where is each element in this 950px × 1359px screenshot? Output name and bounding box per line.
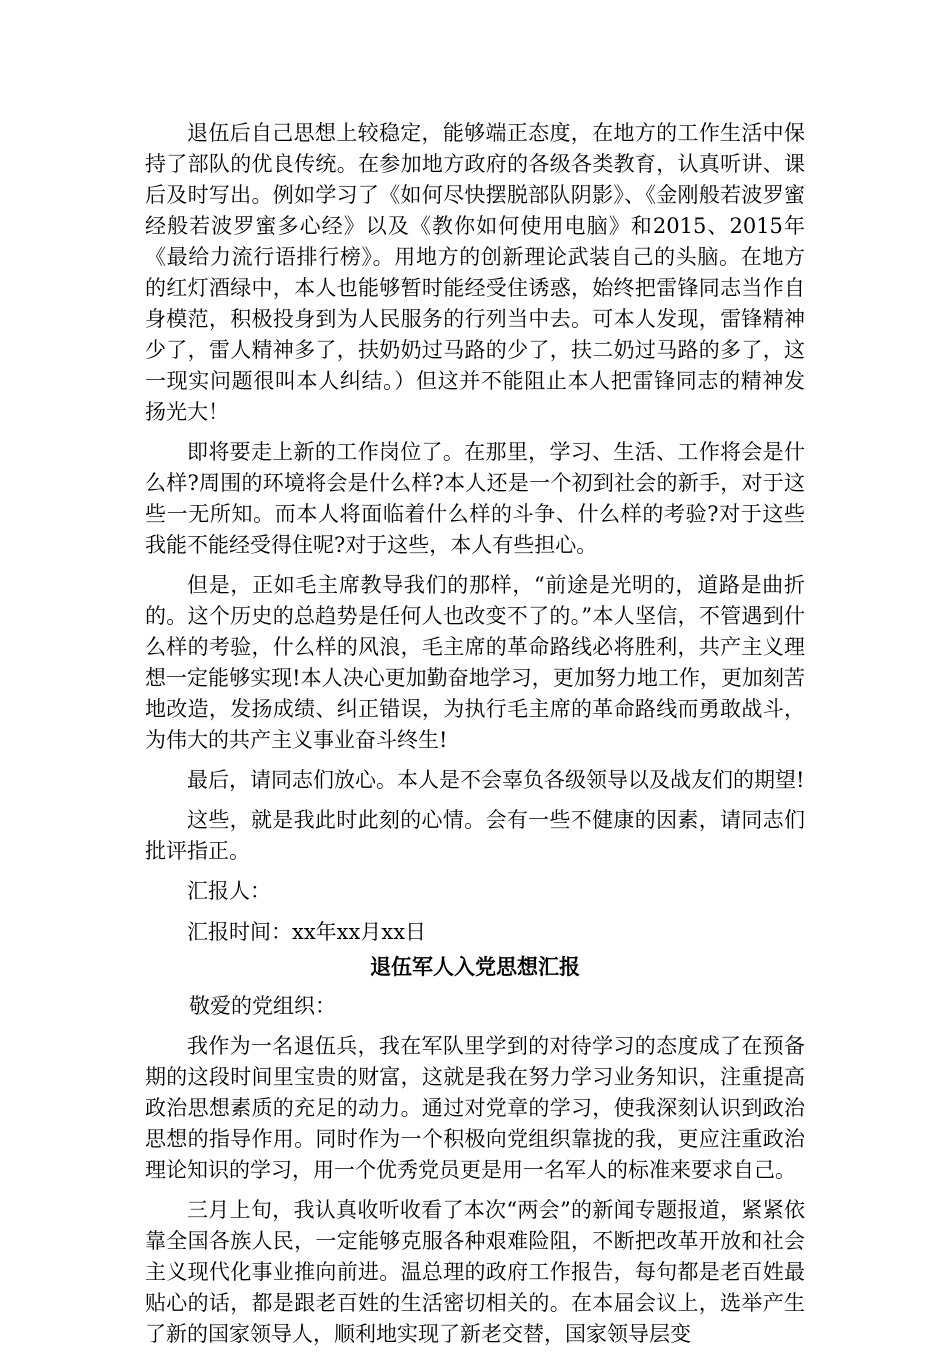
paragraph: 退伍后自己思想上较稳定，能够端正态度，在地方的工作生活中保持了部队的优良传统。在参加地方政府的各级各类教育，认真听讲、课后及时写出。例如学习了《如何尽快摆脱部队阴影》、《金刚般若波罗蜜经般若波罗蜜多心经》以及《教你如何使用电脑》和2015、2015年《最给力流行语排行榜》。用地方的创新理论武装自己的头脑。在地方的红灯酒绿中，本人也能够暂时能经受住诱惑，始终把雷锋同志当作自身模范，积极投身到为人民服务的行列当中去。可本人发现，雷锋精神少了，雷人精神多了，扶奶奶过马路的少了，扶二奶过马路的多了，这一现实问题很叫本人纠结。）但这并不能阻止本人把雷锋同志的精神发扬光大！ (145, 121, 805, 424)
salutation: 敬爱的党组织： (189, 994, 336, 1018)
paragraph: 三月上旬，我认真收听收看了本次“两会”的新闻专题报道，紧紧依靠全国各族人民，一定能够克服各种艰难险阻，不断把改革开放和社会主义现代化事业推向前进。温总理的政府工作报告，每句都是老百姓最贴心的话，都是跟老百姓的生活密切相关的。在本届会议上，选举产生了新的国家领导人，顺利地实现了新老交替，国家领导层变 (145, 1198, 805, 1346)
report-time-line: 汇报时间：xx年xx月xx日 (187, 920, 427, 944)
document-page (145, 118, 805, 1359)
reporter-line: 汇报人： (187, 879, 271, 903)
document-title: 退伍军人入党思想汇报 (370, 955, 580, 979)
paragraph: 这些，就是我此时此刻的心情。会有一些不健康的因素，请同志们批评指正。 (145, 808, 805, 863)
paragraph: 我作为一名退伍兵，我在军队里学到的对待学习的态度成了在预备期的这段时间里宝贵的财富，这就是我在努力学习业务知识，注重提高政治思想素质的充足的动力。通过对党章的学习，使我深刻认识到政治思想的指导作用。同时作为一个积极向党组织靠拢的我，更应注重政治理论知识的学习，用一个优秀党员更是用一名军人的标准来要求自己。 (145, 1034, 805, 1182)
paragraph: 即将要走上新的工作岗位了。在那里，学习、生活、工作将会是什么样?周围的环境将会是什么样?本人还是一个初到社会的新手，对于这些一无所知。而本人将面临着什么样的斗争、什么样的考验?对于这些我能不能经受得住呢?对于这些，本人有些担心。 (145, 440, 805, 557)
paragraph: 但是，正如毛主席教导我们的那样，“前途是光明的，道路是曲折的。这个历史的总趋势是任何人也改变不了的。”本人坚信，不管遇到什么样的考验，什么样的风浪，毛主席的革命路线必将胜利，共产主义理想一定能够实现!本人决心更加勤奋地学习，更加努力地工作，更加刻苦地改造，发扬成绩、纠正错误，为执行毛主席的革命路线而勇敢战斗，为伟大的共产主义事业奋斗终生! (145, 573, 805, 752)
paragraph: 最后，请同志们放心。本人是不会辜负各级领导以及战友们的期望! (187, 768, 805, 792)
